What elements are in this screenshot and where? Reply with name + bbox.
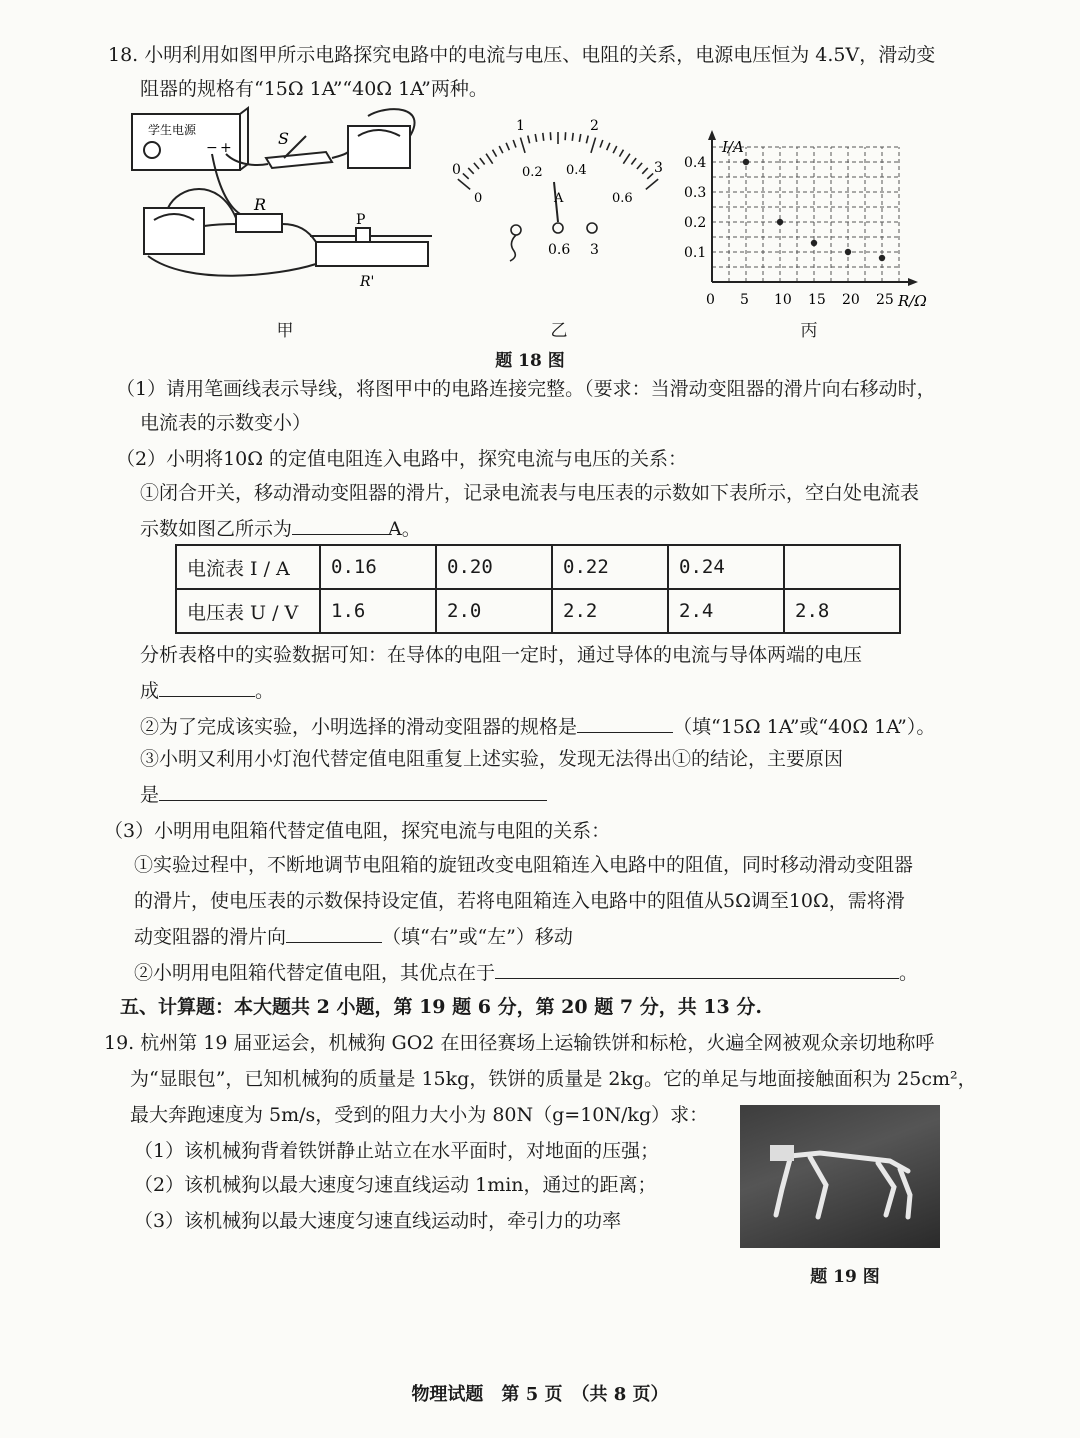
rheostat-label: R' bbox=[360, 274, 375, 290]
q18-part2-2-post: （填“15Ω 1A”或“40Ω 1A”）。 bbox=[673, 716, 936, 738]
figure-ammeter-dial bbox=[450, 112, 670, 262]
graph-xtick: 10 bbox=[774, 292, 792, 308]
page-footer: 物理试题 第 5 页 （共 8 页） bbox=[411, 1384, 669, 1405]
table-row-current bbox=[176, 545, 900, 589]
robot-dog-icon bbox=[760, 1135, 920, 1225]
q19-sub2: （2）该机械狗以最大速度匀速直线运动 1min，通过的距离； bbox=[134, 1174, 657, 1196]
table-row-voltage bbox=[176, 589, 900, 633]
advantage-answer-blank[interactable] bbox=[495, 958, 899, 979]
graph-point bbox=[777, 219, 783, 225]
current-answer-blank[interactable] bbox=[292, 514, 388, 535]
q18-part3-1c bbox=[134, 922, 573, 950]
graph-point bbox=[743, 159, 749, 165]
q18-part2-3b bbox=[140, 780, 547, 808]
table-cell: 2.8 bbox=[784, 589, 900, 633]
table-cell: 2.2 bbox=[552, 589, 668, 633]
dial-top-1: 1 bbox=[516, 118, 525, 134]
q18-part2-3b-pre: 是 bbox=[140, 784, 160, 806]
graph-xtick: 25 bbox=[876, 292, 894, 308]
q18-part2-1a: ①闭合开关，移动滑动变阻器的滑片，记录电流表与电压表的示数如下表所示，空白处电流表 bbox=[140, 482, 920, 504]
analysis-b-post: 。 bbox=[255, 680, 275, 702]
dial-bot-02: 0.2 bbox=[522, 165, 543, 180]
resistor-label: R bbox=[254, 195, 267, 214]
graph-ytick: 0.2 bbox=[684, 215, 707, 231]
dial-unit: A bbox=[554, 191, 564, 206]
q18-part2-1b bbox=[140, 514, 421, 542]
table-cell: 0.16 bbox=[320, 545, 436, 589]
table-cell: 0.20 bbox=[436, 545, 552, 589]
table-cell: 0.22 bbox=[552, 545, 668, 589]
q18-line2: 阻器的规格有“15Ω 1A”“40Ω 1A”两种。 bbox=[140, 78, 488, 100]
dial-top-2: 2 bbox=[590, 118, 599, 134]
analysis-a: 分析表格中的实验数据可知：在导体的电阻一定时，通过导体的电流与导体两端的电压 bbox=[140, 644, 863, 666]
relation-answer-blank[interactable] bbox=[159, 676, 255, 697]
q18-part3-1a: ①实验过程中，不断地调节电阻箱的旋钮改变电阻箱连入电路中的阻值，同时移动滑动变阻器 bbox=[134, 854, 914, 876]
q19-line3: 最大奔跑速度为 5m/s，受到的阻力大小为 80N（g=10N/kg）求： bbox=[130, 1104, 709, 1126]
q18-part2-1b-post: A。 bbox=[388, 518, 421, 540]
q18-part3-1c-post: （填“右”或“左”）移动 bbox=[382, 926, 573, 948]
dial-bot-0: 0 bbox=[474, 191, 483, 206]
q18-line1: 18. 小明利用如图甲所示电路探究电路中的电流与电压、电阻的关系，电源电压恒为 4.5V，滑动变 bbox=[108, 44, 936, 66]
graph-xtick: 20 bbox=[842, 292, 860, 308]
rheostat-answer-blank[interactable] bbox=[577, 712, 673, 733]
fig-c-label: 丙 bbox=[800, 321, 818, 341]
fig19-caption: 题 19 图 bbox=[810, 1267, 880, 1287]
q18-part2-2-pre: ②为了完成该实验，小明选择的滑动变阻器的规格是 bbox=[140, 716, 578, 738]
q18-part1-b: 电流表的示数变小） bbox=[140, 412, 312, 434]
analysis-b-pre: 成 bbox=[140, 680, 160, 702]
table-cell: 1.6 bbox=[320, 589, 436, 633]
q18-part3: （3）小明用电阻箱代替定值电阻，探究电流与电阻的关系： bbox=[104, 820, 611, 842]
table-cell: 0.24 bbox=[668, 545, 784, 589]
q18-part2: （2）小明将10Ω 的定值电阻连入电路中，探究电流与电压的关系： bbox=[116, 448, 688, 470]
table-cell: 2.0 bbox=[436, 589, 552, 633]
direction-answer-blank[interactable] bbox=[286, 922, 382, 943]
figure-circuit bbox=[128, 106, 448, 296]
graph-point bbox=[845, 249, 851, 255]
q19-sub1: （1）该机械狗背着铁饼静止站立在水平面时，对地面的压强； bbox=[134, 1140, 660, 1162]
q18-part3-1b: 的滑片，使电压表的示数保持设定值，若将电阻箱连入电路中的阻值从5Ω调至10Ω，需将滑 bbox=[134, 890, 905, 912]
q19-line1: 19. 杭州第 19 届亚运会，机械狗 GO2 在田径赛场上运输铁饼和标枪，火遍全网被观众亲切地称呼 bbox=[104, 1032, 935, 1054]
dial-top-3: 3 bbox=[654, 160, 663, 176]
dial-top-0: 0 bbox=[452, 162, 461, 178]
figure-graph bbox=[680, 132, 940, 312]
graph-point bbox=[811, 240, 817, 246]
q18-part1-a: （1）请用笔画线表示导线，将图甲中的电路连接完整。（要求：当滑动变阻器的滑片向右移动时， bbox=[116, 378, 936, 400]
plus-sign: + bbox=[220, 140, 232, 156]
switch-label: S bbox=[278, 129, 289, 148]
q18-part3-2-pre: ②小明用电阻箱代替定值电阻，其优点在于 bbox=[134, 962, 496, 984]
fig-a-label: 甲 bbox=[276, 321, 294, 341]
q19-line2: 为“显眼包”，已知机械狗的质量是 15kg，铁饼的质量是 2kg。它的单足与地面接触面积为 25cm²， bbox=[130, 1068, 977, 1090]
q18-part3-1c-pre: 动变阻器的滑片向 bbox=[134, 926, 287, 948]
q19-sub3: （3）该机械狗以最大速度匀速直线运动时，牵引力的功率 bbox=[134, 1210, 622, 1232]
table-head-voltage: 电压表 U / V bbox=[176, 589, 320, 633]
terminal-06: 0.6 bbox=[548, 242, 571, 258]
graph-ylabel: I/A bbox=[722, 138, 744, 156]
dial-bot-06: 0.6 bbox=[612, 191, 633, 206]
slider-label: P bbox=[356, 212, 366, 228]
section-five-heading: 五、计算题：本大题共 2 小题，第 19 题 6 分，第 20 题 7 分，共 13 分. bbox=[120, 996, 762, 1018]
graph-ytick: 0.4 bbox=[684, 155, 707, 171]
graph-xtick: 0 bbox=[706, 292, 715, 308]
table-cell-blank[interactable] bbox=[784, 545, 900, 589]
graph-point bbox=[879, 255, 885, 261]
reason-answer-blank[interactable] bbox=[159, 780, 547, 801]
fig18-caption: 题 18 图 bbox=[495, 351, 565, 371]
q18-part3-2-post: 。 bbox=[899, 962, 919, 984]
q18-part2-2 bbox=[140, 712, 935, 740]
analysis-b bbox=[140, 676, 274, 704]
graph-xlabel: R/Ω bbox=[898, 292, 927, 310]
q18-part2-1b-pre: 示数如图乙所示为 bbox=[140, 518, 293, 540]
graph-ytick: 0.3 bbox=[684, 185, 707, 201]
minus-sign: − bbox=[206, 140, 218, 156]
q18-part3-2 bbox=[134, 958, 918, 986]
table-cell: 2.4 bbox=[668, 589, 784, 633]
graph-ytick: 0.1 bbox=[684, 245, 707, 261]
graph-xtick: 15 bbox=[808, 292, 826, 308]
table-head-current: 电流表 I / A bbox=[176, 545, 320, 589]
terminal-3: 3 bbox=[590, 242, 599, 258]
q18-part2-3a: ③小明又利用小灯泡代替定值电阻重复上述实验，发现无法得出①的结论，主要原因 bbox=[140, 748, 844, 770]
graph-xtick: 5 bbox=[740, 292, 749, 308]
power-supply-label: 学生电源 bbox=[148, 123, 197, 137]
dial-bot-04: 0.4 bbox=[566, 163, 587, 178]
fig-b-label: 乙 bbox=[550, 321, 568, 341]
robot-dog-photo bbox=[740, 1105, 940, 1248]
data-table bbox=[175, 544, 901, 634]
